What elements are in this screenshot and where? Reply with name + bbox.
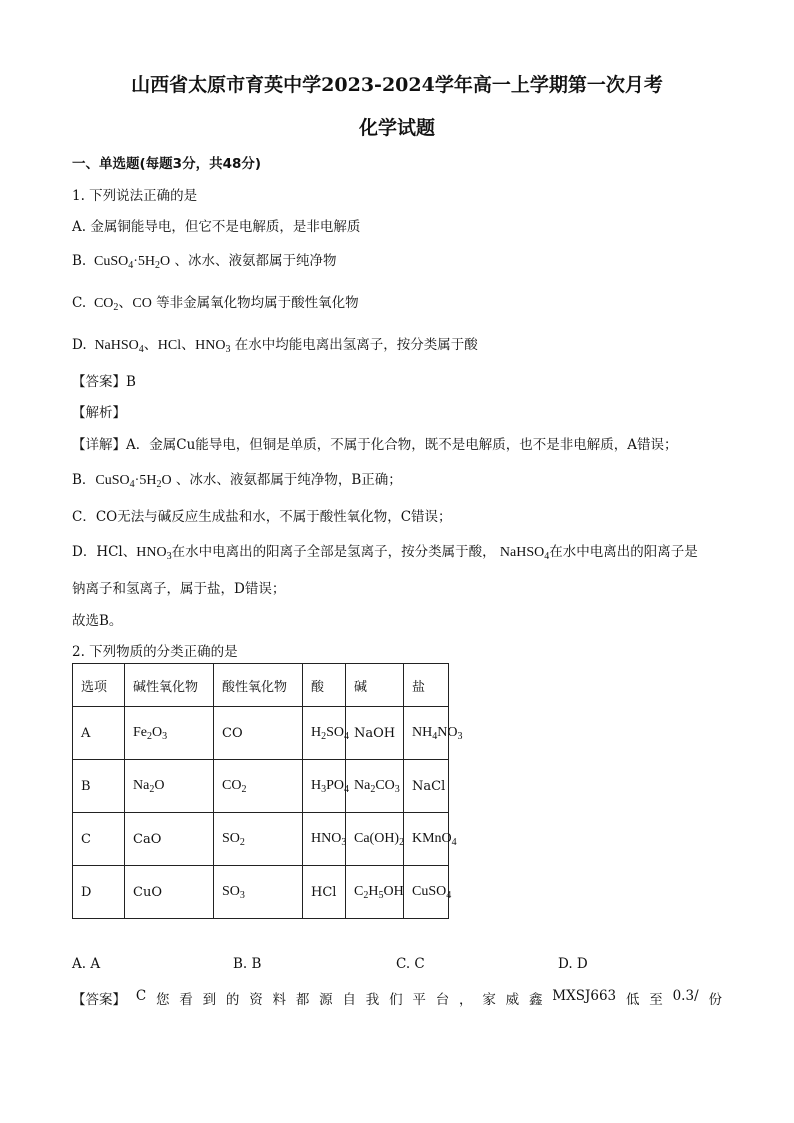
table-row xyxy=(73,866,449,919)
answer-word: 料 xyxy=(272,992,287,1008)
table-cell: HCl xyxy=(303,866,346,919)
option-c-label: C. xyxy=(72,295,87,311)
table-header-cell: 选项 xyxy=(73,664,125,707)
choice-c: C. C xyxy=(396,956,425,972)
page-title: 山西省太原市育英中学2023-2024学年高一上学期第一次月考 xyxy=(131,74,663,96)
table-cell: C xyxy=(73,813,125,866)
answer-word: 0.3/ xyxy=(672,988,699,1004)
answer-word: 您 xyxy=(155,992,170,1008)
detail-c: C．CO无法与碱反应生成盐和水，不属于酸性氧化物，C错误； xyxy=(72,509,452,525)
table-cell: $C_2H_5OH$ xyxy=(346,866,404,919)
formula-nahso4-hcl-hno3: NaHSO$_4$、HCl、$HNO_3$ xyxy=(90,338,231,355)
table-row xyxy=(73,707,449,760)
table-cell: $Na_2O$ xyxy=(125,760,214,813)
table-row xyxy=(73,760,449,813)
answer-word: ， xyxy=(459,992,473,1008)
table-cell: B xyxy=(73,760,125,813)
answer-word: 至 xyxy=(649,992,663,1008)
table-cell: NaOH xyxy=(346,707,404,760)
table-cell: $SO_3$ xyxy=(214,866,303,919)
answer-word: 我 xyxy=(365,992,380,1008)
detail-b-label: B． xyxy=(72,472,96,488)
table-cell: $NH_4NO_3$ xyxy=(404,707,449,760)
answer-word: 低 xyxy=(625,992,640,1008)
detail-a-text: A．金属Cu能导电，但铜是单质，不属于化合物，既不是电解质，也不是非电解质，A错误； xyxy=(126,437,678,453)
choice-a: A. A xyxy=(72,956,101,972)
detail-tag: 【详解】 xyxy=(72,437,126,453)
detail-a xyxy=(72,433,678,453)
table-cell: CuSO$_4$ xyxy=(404,866,449,919)
detail-d-label: D．HCl、 xyxy=(72,544,137,560)
conclusion: 故选B。 xyxy=(72,613,123,629)
choice-b: B. B xyxy=(233,956,262,972)
answer-word: 平 xyxy=(412,992,426,1008)
table-cell: $CO_2$ xyxy=(214,760,303,813)
question-1-option-b xyxy=(72,249,336,270)
detail-d xyxy=(72,540,698,561)
table-header-cell: 碱性氧化物 xyxy=(125,664,214,707)
table-row xyxy=(73,813,449,866)
table-cell: $H_3PO_4$ xyxy=(303,760,346,813)
option-b-label: B. xyxy=(72,253,87,269)
answer-word: 到 xyxy=(202,992,217,1008)
answer-word: 份 xyxy=(708,992,722,1008)
formula-cuso4-5h2o: $CuSO_4\cdot 5H_2O$ xyxy=(90,254,171,271)
answer-word: C xyxy=(135,988,147,1004)
question-1-option-d xyxy=(72,333,478,354)
answer-word: 资 xyxy=(249,992,263,1008)
table-cell: $Na_2CO_3$ xyxy=(346,760,404,813)
question-1-option-a: A. 金属铜能导电，但它不是电解质，是非电解质 xyxy=(72,219,361,235)
answer-tag: 【答案】 xyxy=(72,374,126,390)
formula-co2-co: $CO_2$、CO xyxy=(90,296,152,313)
answer-word: 家 xyxy=(482,992,496,1008)
option-c-text: 等非金属氧化物均属于酸性氧化物 xyxy=(156,295,359,311)
answer-word: MXSJ663 xyxy=(552,988,617,1004)
detail-b xyxy=(72,468,402,489)
table-cell: CaO xyxy=(125,813,214,866)
table-cell: $H_2SO_4$ xyxy=(303,707,346,760)
answer-word: 自 xyxy=(342,992,356,1008)
answer-word: 源 xyxy=(319,992,333,1008)
section-heading: 一、单选题(每题3分，共48分) xyxy=(72,156,262,172)
question-2-answer xyxy=(72,988,722,1008)
answer-word: 威 xyxy=(505,992,520,1008)
answer-word: 台 xyxy=(435,992,450,1008)
table-cell: CuO xyxy=(125,866,214,919)
answer-word: 都 xyxy=(295,992,310,1008)
answer-value: B xyxy=(126,374,136,390)
table-header-cell: 盐 xyxy=(404,664,449,707)
table-cell: KMnO$_4$ xyxy=(404,813,449,866)
formula-nahso4-detail: NaHSO$_4$ xyxy=(499,545,550,562)
table-cell: $Ca(OH)_2$ xyxy=(346,813,404,866)
classification-table xyxy=(72,663,463,919)
analysis-tag: 【解析】 xyxy=(72,405,126,421)
table-cell: NaCl xyxy=(404,760,449,813)
detail-d-continued: 钠离子和氢离子，属于盐，D错误； xyxy=(72,581,286,597)
answer-word: 鑫 xyxy=(528,992,543,1008)
page-subtitle: 化学试题 xyxy=(358,117,435,139)
answer-word: 们 xyxy=(389,992,403,1008)
table-cell: A xyxy=(73,707,125,760)
table-cell: D xyxy=(73,866,125,919)
detail-d-end: 在水中电离出的阳离子是 xyxy=(549,544,698,560)
table-cell: CO xyxy=(214,707,303,760)
table-cell: $Fe_2O_3$ xyxy=(125,707,214,760)
table-header-cell: 酸性氧化物 xyxy=(214,664,303,707)
question-2-stem: 2. 下列物质的分类正确的是 xyxy=(72,644,238,660)
option-d-label: D. xyxy=(72,337,87,353)
detail-b-text: 、冰水、液氨都属于纯净物，B正确； xyxy=(175,472,402,488)
question-1-stem: 1. 下列说法正确的是 xyxy=(72,188,198,204)
table-cell: $SO_2$ xyxy=(214,813,303,866)
answer-word: 看 xyxy=(179,992,193,1008)
answer-word: 的 xyxy=(225,992,240,1008)
option-b-text: 、冰水、液氨都属于纯净物 xyxy=(174,253,337,269)
detail-d-mid: 在水中电离出的阳离子全部是氢离子，按分类属于酸， xyxy=(171,544,496,560)
formula-cuso4-5h2o-detail: $CuSO_4\cdot 5H_2O$ xyxy=(95,473,172,490)
question-1-option-c xyxy=(72,291,359,312)
option-d-text: 在水中均能电离出氢离子，按分类属于酸 xyxy=(234,337,478,353)
table-header-row xyxy=(73,664,449,707)
answer-tag: 【答案】 xyxy=(72,992,126,1008)
choice-d: D. D xyxy=(558,956,588,972)
question-1-answer xyxy=(72,370,136,390)
formula-hno3-detail: $HNO_3$ xyxy=(136,545,172,562)
table-header-cell: 碱 xyxy=(346,664,404,707)
table-cell: $HNO_3$ xyxy=(303,813,346,866)
table-header-cell: 酸 xyxy=(303,664,346,707)
